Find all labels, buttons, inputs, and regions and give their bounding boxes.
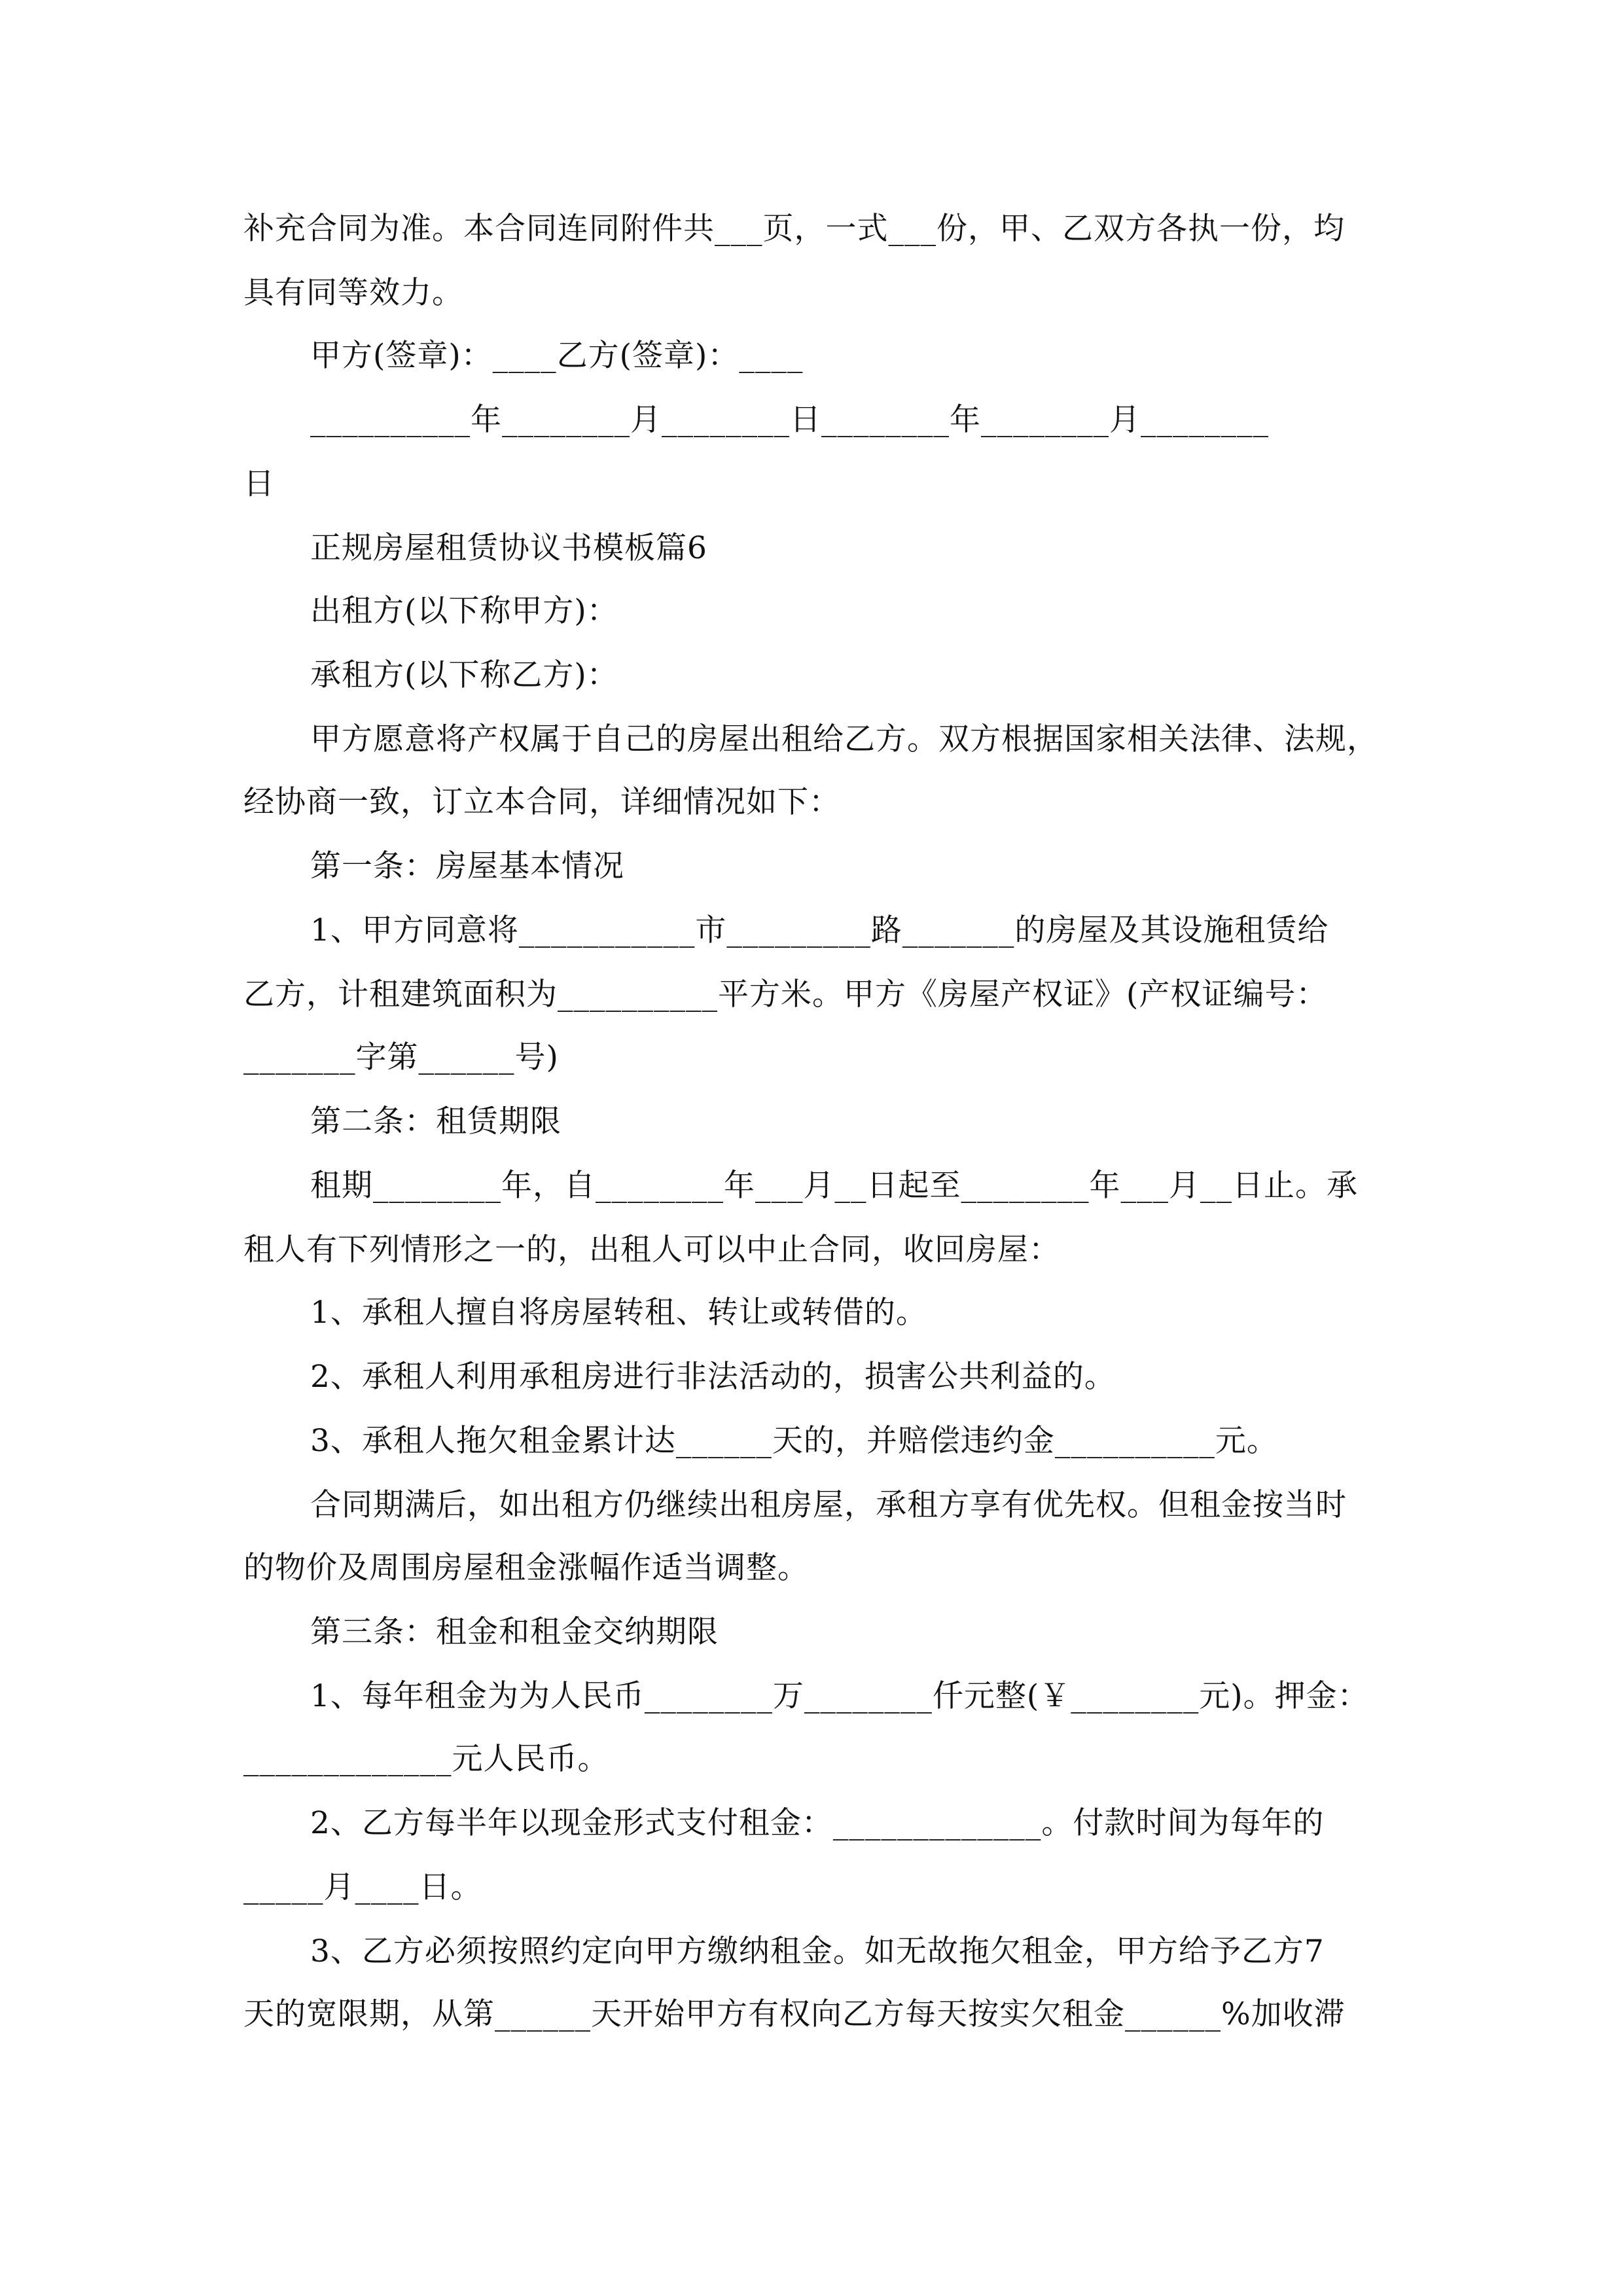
- text-line: 2、乙方每半年以现金形式支付租金：_____________。付款时间为每年的: [310, 1805, 1325, 1841]
- text-line: 乙方，计租建筑面积为__________平方米。甲方《房屋产权证》(产权证编号：: [243, 977, 1328, 1013]
- text-line: 的物价及周围房屋租金涨幅作适当调整。: [243, 1550, 809, 1586]
- text-line: 合同期满后，如出租方仍继续出租房屋，承租方享有优先权。但租金按当时: [310, 1487, 1347, 1523]
- text-line: 补充合同为准。本合同连同附件共___页，一式___份，甲、乙双方各执一份，均: [243, 211, 1345, 247]
- text-line: 1、每年租金为为人民币________万________仟元整(￥________元)。押金：: [310, 1678, 1369, 1714]
- text-line: 租期________年，自________年___月__日起至________年___月__日止。承: [310, 1168, 1358, 1204]
- text-line: 2、承租人利用承租房进行非法活动的，损害公共利益的。: [310, 1359, 1116, 1395]
- clause-heading: 第二条：租赁期限: [310, 1103, 562, 1139]
- clause-heading: 第三条：租金和租金交纳期限: [310, 1614, 719, 1650]
- text-line: __________年________月________日________年________月________: [310, 402, 1269, 438]
- text-line: 3、承租人拖欠租金累计达______天的，并赔偿违约金__________元。: [310, 1423, 1278, 1459]
- text-line: 1、甲方同意将___________市_________路_______的房屋及其设施租赁给: [310, 912, 1329, 948]
- text-line: 3、乙方必须按照约定向甲方缴纳租金。如无故拖欠租金，甲方给予乙方7: [310, 1933, 1325, 1969]
- clause-heading: 第一条：房屋基本情况: [310, 848, 624, 884]
- text-line: 日: [243, 466, 275, 502]
- text-line: _____________元人民币。: [243, 1741, 609, 1777]
- text-line: 租人有下列情形之一的，出租人可以中止合同，收回房屋：: [243, 1232, 1060, 1268]
- text-line: 甲方愿意将产权属于自己的房屋出租给乙方。双方根据国家相关法律、法规，: [310, 721, 1378, 757]
- text-line: _____月____日。: [243, 1869, 482, 1905]
- text-line: _______字第______号): [243, 1039, 559, 1075]
- text-line: 经协商一致，订立本合同，详细情况如下：: [243, 784, 840, 820]
- text-line: 天的宽限期，从第______天开始甲方有权向乙方每天按实欠租金______%加收滞: [243, 1996, 1346, 2032]
- text-line: 出租方(以下称甲方)：: [310, 593, 618, 629]
- text-line: 承租方(以下称乙方)：: [310, 657, 618, 693]
- text-line: 具有同等效力。: [243, 275, 463, 311]
- section-title: 正规房屋租赁协议书模板篇6: [310, 530, 707, 566]
- text-line: 甲方(签章)：____乙方(签章)：____: [310, 338, 804, 374]
- text-line: 1、承租人擅自将房屋转租、转让或转借的。: [310, 1295, 927, 1331]
